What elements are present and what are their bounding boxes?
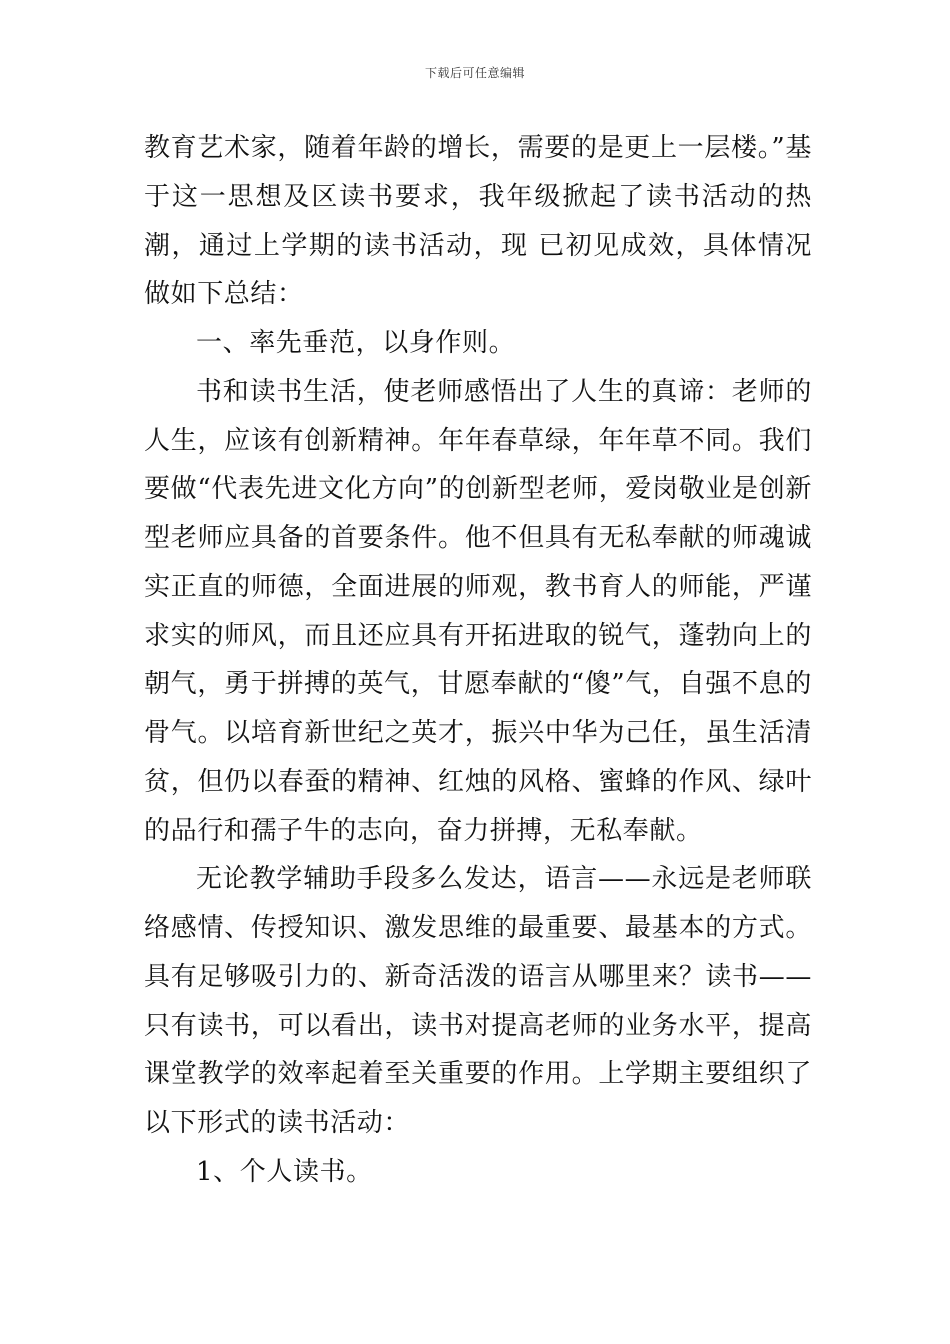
paragraph-teacher-spirit: 书和读书生活，使老师感悟出了人生的真谛：老师的人生，应该有创新精神。年年春草绿，年年草不同。我们要做“代表先进文化方向”的创新型老师，爱岗敬业是创新型老师应具备的首要条件。他不但具有无私奉献的师魂诚实正直的师德，全面进展的师观，教书育人的师能，严谨求实的师风，而且还应具有开拓进取的锐气，蓬勃向上的朝气，勇于拼搏的英气，甘愿奉献的“傻”气，自强不息的骨气。以培育新世纪之英才，振兴中华为己任，虽生活清贫，但仍以春蚕的精神、红烛的风格、蜜蜂的作风、绿叶的品行和孺子牛的志向，奋力拼搏，无私奉献。: [144, 376, 812, 846]
paragraph-intro: 教育艺术家，随着年龄的增长，需要的是更上一层楼。”基于这一思想及区读书要求，我年级掀起了读书活动的热潮，通过上学期的读书活动，现 已初见成效，具体情况做如下总结：: [144, 133, 812, 310]
page-header: 下载后可任意编辑: [424, 66, 525, 80]
document-body: [144, 124, 812, 1197]
section-heading-1: 一、率先垂范，以身作则。: [196, 328, 516, 358]
paragraph-reading-importance: 无论教学辅助手段多么发达，语言——永远是老师联络感情、传授知识、激发思维的最重要、最基本的方式。具有足够吸引力的、新奇活泼的语言从哪里来？读书——只有读书，可以看出，读书对提高老师的业务水平，提高课堂教学的效率起着至关重要的作用。上学期主要组织了以下形式的读书活动：: [144, 864, 812, 1138]
list-item-personal-reading: 1、个人读书。: [196, 1156, 373, 1187]
